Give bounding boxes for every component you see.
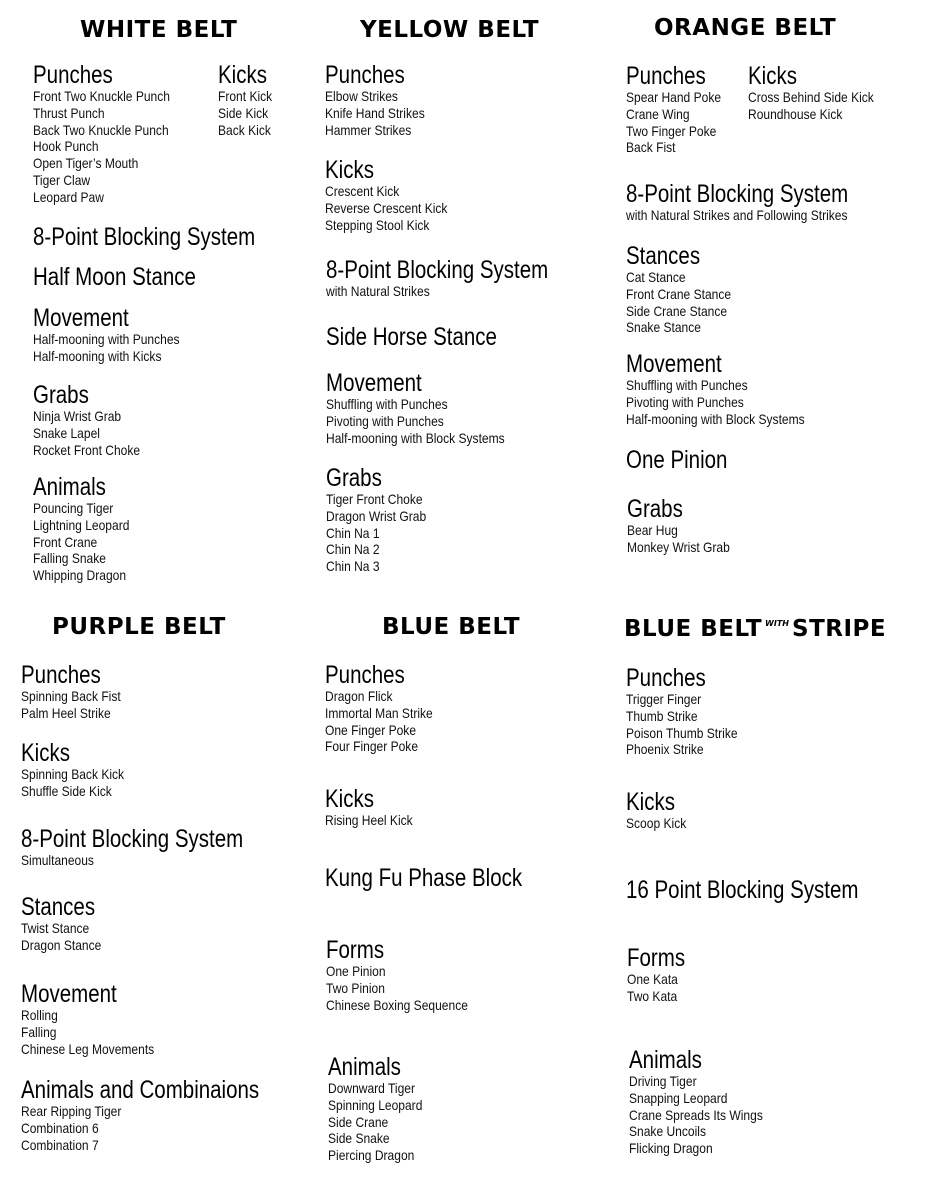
list-item: Crane Wing xyxy=(626,105,690,122)
section-white-stance xyxy=(33,264,232,290)
list-item: Chinese Leg Movements xyxy=(21,1040,155,1057)
list-item: Reverse Crescent Kick xyxy=(325,199,448,216)
list-item: Back Two Knuckle Punch xyxy=(33,121,169,138)
section-yellow-punches xyxy=(325,62,441,138)
list-item: Rolling xyxy=(21,1007,58,1023)
list-item: Falling xyxy=(21,1023,57,1040)
section-heading: Movement xyxy=(326,369,422,397)
list-item: Pivoting with Punches xyxy=(326,412,444,429)
list-item: Four Finger Poke xyxy=(325,738,419,755)
section-heading: Forms xyxy=(627,944,686,972)
list-item: Downward Tiger xyxy=(328,1080,415,1096)
list-item: One Pinion xyxy=(326,963,386,979)
list-item: Tiger Front Choke xyxy=(326,491,423,507)
section-purple-stances xyxy=(21,894,114,954)
list-item: Chin Na 2 xyxy=(326,541,380,558)
section-stripe-blocking xyxy=(626,877,909,903)
section-heading: Kicks xyxy=(626,788,675,816)
list-item: Tiger Claw xyxy=(33,171,91,188)
list-item: Stepping Stool Kick xyxy=(325,216,430,233)
list-item: Snake Uncoils xyxy=(629,1123,706,1140)
list-item: Cross Behind Side Kick xyxy=(748,89,874,105)
section-heading: One Pinion xyxy=(626,446,728,474)
section-stripe-kicks xyxy=(626,789,696,832)
section-heading: Punches xyxy=(626,664,706,692)
section-heading: 16 Point Blocking System xyxy=(626,876,859,904)
section-blue-animals xyxy=(328,1054,438,1164)
list-item: Rocket Front Choke xyxy=(33,441,141,458)
list-item: Monkey Wrist Grab xyxy=(627,538,730,555)
list-item: Snake Lapel xyxy=(33,424,100,441)
section-heading: Animals xyxy=(629,1046,702,1074)
section-heading: Grabs xyxy=(326,464,382,492)
list-item: Knife Hand Strikes xyxy=(325,104,425,121)
section-heading: Stances xyxy=(21,893,96,921)
list-item: Crane Spreads Its Wings xyxy=(629,1106,763,1123)
section-heading: Movement xyxy=(33,304,129,332)
list-item: Elbow Strikes xyxy=(325,88,398,104)
section-white-punches xyxy=(33,62,192,206)
list-item: Front Kick xyxy=(218,88,273,104)
list-item: Half-mooning with Kicks xyxy=(33,347,162,364)
list-item: Side Snake xyxy=(328,1130,390,1147)
list-item: Pouncing Tiger xyxy=(33,500,114,516)
list-item: Cat Stance xyxy=(626,269,686,285)
list-item: Dragon Wrist Grab xyxy=(326,507,427,524)
list-item: Side Kick xyxy=(218,104,269,121)
list-item: Back Kick xyxy=(218,121,271,138)
list-item: Piercing Dragon xyxy=(328,1147,415,1164)
list-item: Hammer Strikes xyxy=(325,121,412,138)
belt-title-orange: ORANGE BELT xyxy=(654,15,837,41)
section-white-blocking xyxy=(33,224,304,250)
list-item: Open Tiger’s Mouth xyxy=(33,155,139,172)
section-white-grabs xyxy=(33,382,158,458)
list-item: Snapping Leopard xyxy=(629,1089,728,1106)
list-item: Two Pinion xyxy=(326,979,385,996)
section-orange-punches xyxy=(626,63,737,156)
belt-title-white: WHITE BELT xyxy=(80,17,238,43)
section-purple-animals xyxy=(21,1077,311,1153)
list-item: with Natural Strikes xyxy=(326,283,430,299)
section-heading: Movement xyxy=(21,980,117,1008)
list-item: Chinese Boxing Sequence xyxy=(326,996,468,1013)
list-item: Leopard Paw xyxy=(33,188,104,205)
section-white-movement xyxy=(33,305,203,365)
list-item: Spinning Back Kick xyxy=(21,766,125,782)
list-item: Scoop Kick xyxy=(626,815,687,831)
section-heading: Punches xyxy=(325,61,405,89)
section-heading: Animals xyxy=(328,1053,401,1081)
list-item: Rising Heel Kick xyxy=(325,812,413,828)
section-heading: Punches xyxy=(21,661,101,689)
section-yellow-blocking xyxy=(326,257,597,300)
list-item: Front Crane Stance xyxy=(626,285,732,302)
list-item: Two Finger Poke xyxy=(626,122,717,139)
belt-title-suffix: STRIPE xyxy=(792,616,887,642)
section-heading: Stances xyxy=(626,242,701,270)
list-item: Immortal Man Strike xyxy=(325,704,433,721)
list-item: Half-mooning with Block Systems xyxy=(326,429,505,446)
list-item: Ninja Wrist Grab xyxy=(33,408,122,424)
section-heading: Kung Fu Phase Block xyxy=(325,864,523,892)
section-purple-movement xyxy=(21,981,176,1057)
list-item: Front Crane xyxy=(33,533,98,550)
section-heading: 8-Point Blocking System xyxy=(33,223,256,251)
section-heading: Grabs xyxy=(627,495,683,523)
section-heading: Punches xyxy=(626,62,706,90)
list-item: Chin Na 1 xyxy=(326,524,380,541)
list-item: Roundhouse Kick xyxy=(748,105,843,122)
section-heading: Forms xyxy=(326,936,385,964)
section-stripe-punches xyxy=(626,665,756,758)
list-item: Spear Hand Poke xyxy=(626,89,722,105)
belt-title-purple: PURPLE BELT xyxy=(52,614,226,640)
list-item: Two Kata xyxy=(627,987,678,1004)
list-item: Back Fist xyxy=(626,139,676,156)
section-orange-kicks xyxy=(748,63,894,123)
belt-title-text: BLUE BELT xyxy=(624,616,763,642)
section-stripe-animals xyxy=(629,1047,785,1157)
section-purple-blocking xyxy=(21,826,292,869)
belt-title-with: WITH xyxy=(765,619,789,628)
list-item: Whipping Dragon xyxy=(33,567,127,584)
belt-title-blue-stripe xyxy=(624,616,886,642)
section-heading: Punches xyxy=(325,661,405,689)
list-item: Rear Ripping Tiger xyxy=(21,1103,122,1119)
section-heading: Kicks xyxy=(748,62,797,90)
list-item: Half-mooning with Block Systems xyxy=(626,410,805,427)
list-item: Shuffle Side Kick xyxy=(21,782,112,799)
section-orange-blocking xyxy=(626,181,897,224)
section-heading: Kicks xyxy=(21,739,70,767)
section-white-animals xyxy=(33,474,145,584)
list-item: Dragon Flick xyxy=(325,688,393,704)
section-orange-movement xyxy=(626,351,834,427)
list-item: Flicking Dragon xyxy=(629,1140,713,1157)
section-stripe-forms xyxy=(627,945,698,1005)
list-item: Spinning Back Fist xyxy=(21,688,121,704)
section-heading: 8-Point Blocking System xyxy=(21,825,244,853)
belt-title-blue: BLUE BELT xyxy=(382,614,521,640)
section-blue-phase-block xyxy=(325,865,565,891)
section-heading: Punches xyxy=(33,61,113,89)
list-item: Bear Hug xyxy=(627,522,678,538)
list-item: Trigger Finger xyxy=(626,691,702,707)
section-blue-forms xyxy=(326,937,491,1013)
list-item: Side Crane Stance xyxy=(626,302,728,319)
list-item: Twist Stance xyxy=(21,920,90,936)
list-item: Dragon Stance xyxy=(21,936,102,953)
list-item: Pivoting with Punches xyxy=(626,393,744,410)
section-purple-kicks xyxy=(21,740,141,800)
section-yellow-kicks xyxy=(325,157,467,233)
list-item: Simultaneous xyxy=(21,852,94,868)
list-item: Palm Heel Strike xyxy=(21,704,111,721)
section-heading: Side Horse Stance xyxy=(326,323,497,351)
list-item: Shuffling with Punches xyxy=(326,396,448,412)
section-heading: Kicks xyxy=(325,156,374,184)
list-item: Spinning Leopard xyxy=(328,1096,423,1113)
list-item: Shuffling with Punches xyxy=(626,377,748,393)
list-item: Side Crane xyxy=(328,1113,389,1130)
section-purple-punches xyxy=(21,662,137,722)
section-heading: Kicks xyxy=(325,785,374,813)
list-item: Thrust Punch xyxy=(33,104,105,121)
list-item: Front Two Knuckle Punch xyxy=(33,88,170,104)
section-heading: Movement xyxy=(626,350,722,378)
section-heading: 8-Point Blocking System xyxy=(626,180,849,208)
section-blue-kicks xyxy=(325,786,427,829)
section-white-kicks xyxy=(218,62,281,138)
section-heading: Kicks xyxy=(218,61,267,89)
list-item: with Natural Strikes and Following Strikes xyxy=(626,207,848,223)
list-item: Combination 6 xyxy=(21,1119,99,1136)
section-heading: Animals and Combinaions xyxy=(21,1076,260,1104)
section-heading: Grabs xyxy=(33,381,89,409)
section-yellow-stance xyxy=(326,324,534,350)
list-item: Snake Stance xyxy=(626,319,701,336)
list-item: Crescent Kick xyxy=(325,183,400,199)
list-item: Driving Tiger xyxy=(629,1073,697,1089)
belt-title-yellow: YELLOW BELT xyxy=(360,17,540,43)
section-orange-grabs xyxy=(627,496,747,556)
list-item: Chin Na 3 xyxy=(326,558,380,575)
list-item: Combination 7 xyxy=(21,1136,99,1153)
list-item: Half-mooning with Punches xyxy=(33,331,180,347)
list-item: Lightning Leopard xyxy=(33,516,130,533)
section-heading: Half Moon Stance xyxy=(33,263,196,291)
section-yellow-grabs xyxy=(326,465,442,575)
list-item: Thumb Strike xyxy=(626,707,698,724)
section-blue-punches xyxy=(325,662,450,755)
section-orange-stances xyxy=(626,243,748,336)
list-item: Poison Thumb Strike xyxy=(626,724,738,741)
list-item: Phoenix Strike xyxy=(626,741,704,758)
section-heading: 8-Point Blocking System xyxy=(326,256,549,284)
list-item: Falling Snake xyxy=(33,550,106,567)
list-item: One Kata xyxy=(627,971,678,987)
section-orange-pinion xyxy=(626,447,750,473)
list-item: Hook Punch xyxy=(33,138,99,155)
list-item: One Finger Poke xyxy=(325,721,417,738)
section-heading: Animals xyxy=(33,473,106,501)
section-yellow-movement xyxy=(326,370,534,446)
